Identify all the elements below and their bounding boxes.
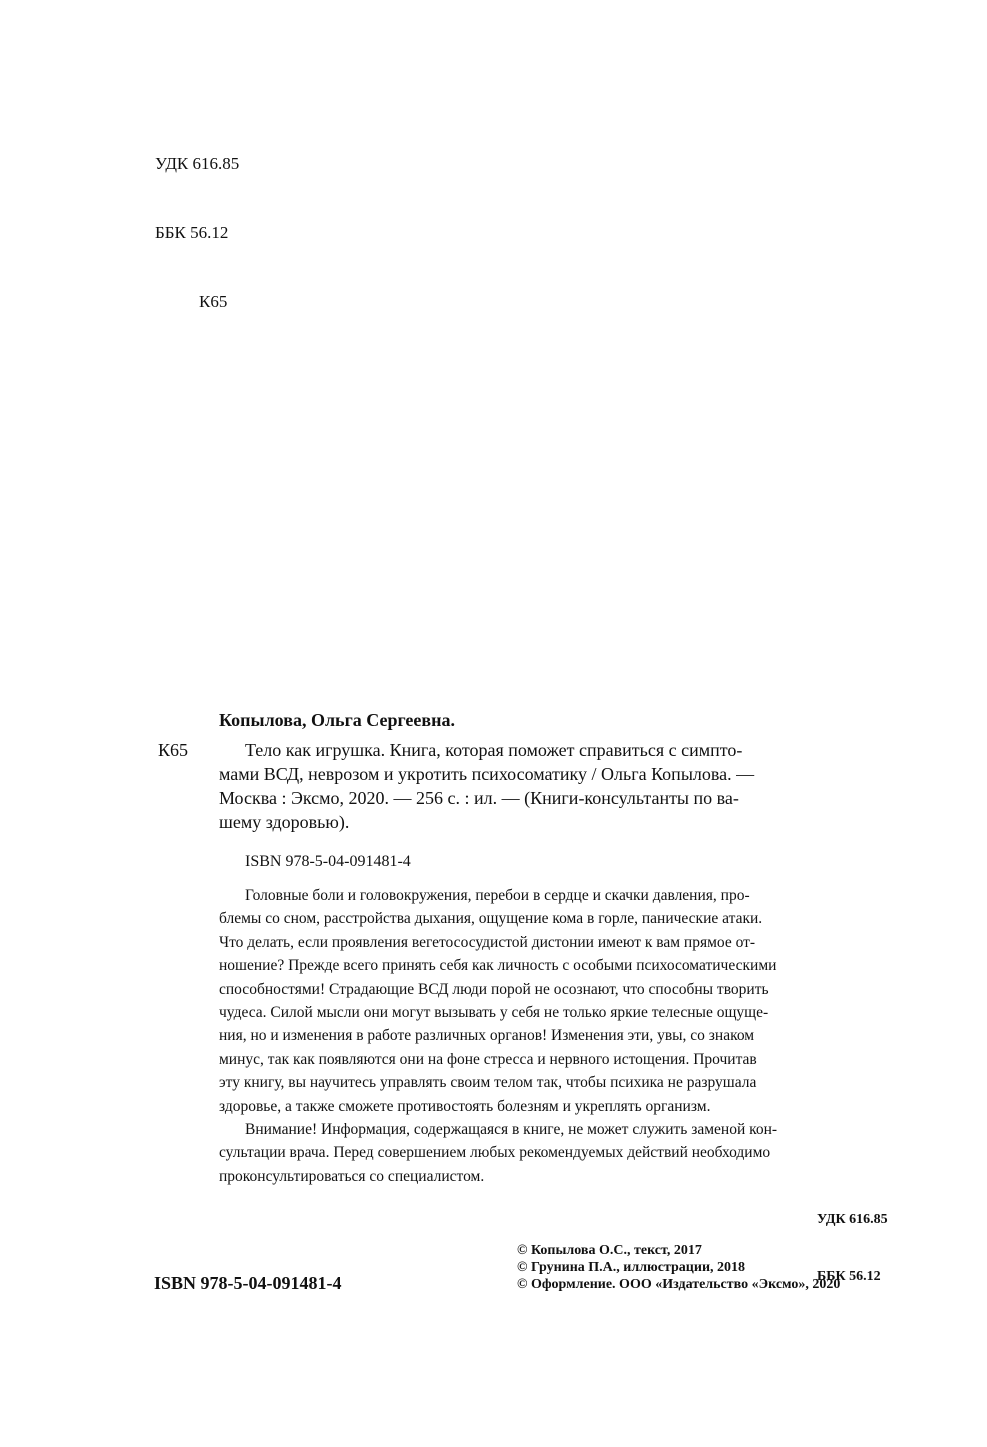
annotation-line: ношение? Прежде всего принять себя как личность с особыми психосоматическими — [219, 957, 777, 975]
top-udk: УДК 616.85 — [155, 154, 240, 173]
entry-isbn: ISBN 978-5-04-091481-4 — [245, 853, 411, 870]
annotation-line: сультации врача. Перед совершением любых рекомендуемых действий необходимо — [219, 1144, 771, 1162]
annotation-line: Внимание! Информация, содержащаяся в книге, не может служить заменой кон- — [245, 1121, 778, 1139]
bottom-bbk: ББК 56.12 — [817, 1269, 881, 1284]
copyright-line: © Копылова О.С., текст, 2017 — [517, 1243, 702, 1258]
entry-line: Москва : Эксмо, 2020. — 256 с. : ил. — (Книги-консультанты по ва- — [219, 788, 739, 808]
bottom-isbn: ISBN 978-5-04-091481-4 — [154, 1273, 342, 1293]
copyright-line: © Грунина П.А., иллюстрации, 2018 — [517, 1260, 746, 1275]
top-bbk: ББК 56.12 — [155, 223, 229, 242]
top-author-code: К65 — [199, 292, 228, 311]
annotation-line: Головные боли и головокружения, перебои в сердце и скачки давления, про- — [245, 887, 750, 904]
annotation-line: ния, но и изменения в работе различных органов! Изменения эти, увы, со знаком — [219, 1027, 755, 1045]
entry-line: Тело как игрушка. Книга, которая поможет справиться с симпто- — [245, 740, 743, 760]
top-classification — [155, 106, 239, 336]
annotation-line: эту книгу, вы научитесь управлять своим телом так, чтобы психика не разрушала — [219, 1074, 757, 1092]
annotation-line: здоровье, а также сможете противостоять болезням и укреплять организм. — [219, 1097, 711, 1115]
bibliographic-entry — [219, 738, 899, 834]
annotation-line: проконсультироваться со специалистом. — [219, 1167, 485, 1185]
copyright-line: © Оформление. ООО «Издательство «Эксмо», 2020 — [517, 1277, 841, 1292]
author-heading: Копылова, Ольга Сергеевна. — [219, 710, 455, 730]
annotation-line: минус, так как появляются они на фоне стресса и нервного истощения. Прочитав — [219, 1050, 757, 1068]
entry-line: мами ВСД, неврозом и укротить психосоматику / Ольга Копылова. — — [219, 764, 755, 784]
bottom-udk: УДК 616.85 — [817, 1212, 888, 1227]
copyright-block — [517, 1242, 840, 1293]
annotation-line: чудеса. Силой мысли они могут вызывать у себя не только яркие телесные ощуще- — [219, 1004, 769, 1022]
annotation — [219, 884, 899, 1188]
annotation-line: Что делать, если проявления вегетососудистой дистонии имеют к вам прямое от- — [219, 933, 756, 951]
author-mark: К65 — [158, 740, 189, 760]
annotation-line: блемы со сном, расстройства дыхания, ощущение кома в горле, панические атаки. — [219, 910, 763, 928]
entry-line: шему здоровью). — [219, 812, 350, 832]
annotation-line: способностями! Страдающие ВСД люди порой не осознают, что способны творить — [219, 980, 769, 998]
